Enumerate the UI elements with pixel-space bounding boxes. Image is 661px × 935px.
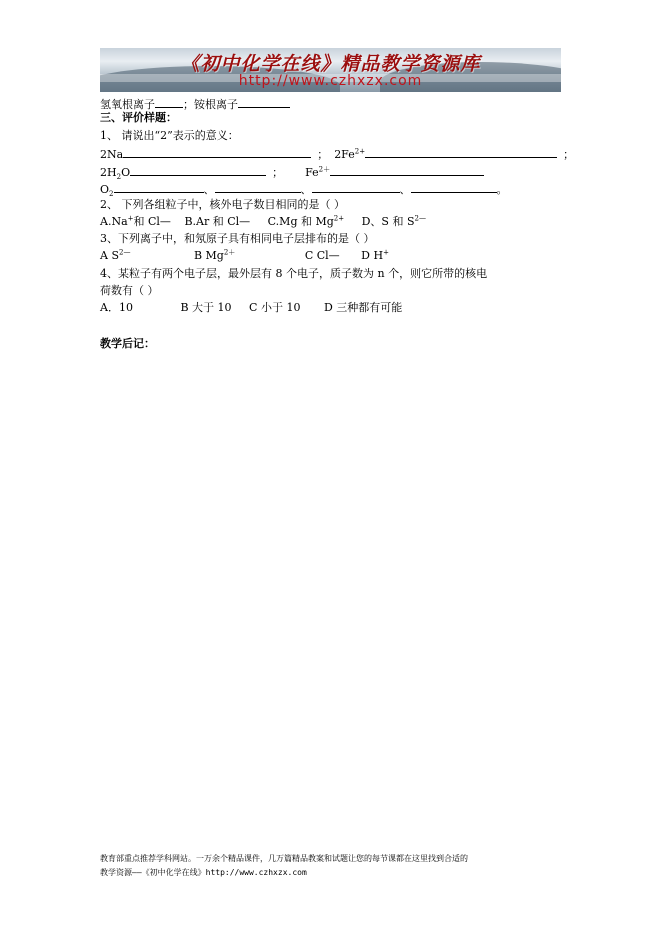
q4-option-b: B 大于 10 [180, 301, 232, 314]
formula-fe2plus: Fe [305, 166, 319, 179]
banner-title: 《初中化学在线》精品教学资源库 [180, 53, 481, 75]
footer-line-2: 教学资源——《初中化学在线》http://www.czhxzx.com [100, 868, 307, 877]
formula-2h2o: 2H [100, 166, 117, 179]
q4-option-a: A．10 [100, 301, 133, 314]
formula-2fe: 2Fe [334, 148, 355, 161]
question-3: 3、下列离子中，和氖原子具有相同电子层排布的是（ ） [100, 232, 375, 245]
teaching-postscript-heading: 教学后记： [100, 337, 155, 350]
blank-2na [123, 146, 311, 158]
hydroxide-label: 氢氧根离子 [100, 98, 155, 111]
q4-options [100, 301, 402, 315]
q3-option-a: A $S^{2—}$ [100, 248, 131, 262]
q3-option-d: D H+ [361, 248, 389, 262]
footer-line-1: 教育部重点推荐学科网站。一万余个精品课件，几万篇精品教案和试题让您的每节课都在这里找到合适的 [100, 854, 468, 863]
formula-o2: O [100, 183, 110, 196]
formula-2na: 2Na [100, 148, 124, 161]
banner-url[interactable]: http://www.czhxzx.com [238, 73, 423, 89]
q1-row-3: $O_2$ 、 、 、 。 [100, 183, 508, 199]
q4-option-c: C 小于 10 [249, 301, 301, 314]
blank-o2-1 [114, 181, 204, 193]
blank-fe2plus [330, 164, 484, 176]
question-1: 1、 请说出“2”表示的意义： [100, 129, 239, 142]
blank-o2-2 [215, 181, 301, 193]
question-2: 2、 下列各组粒子中，核外电子数目相同的是（ ） [100, 198, 345, 211]
blank-o2-4 [411, 181, 497, 193]
q1-row-2: $2H_2O$ ； $Fe^{2+}$ [100, 164, 484, 180]
q1-row-1: 2Na ； $2Fe^{2+}$ ； [100, 147, 575, 161]
section-heading: 三、评价样题： [100, 111, 177, 124]
q2-option-d: D、S 和 $S^{2—}$ [361, 214, 426, 228]
ammonium-label: ；铵根离子 [183, 98, 238, 111]
ion-names-line [100, 96, 290, 112]
q3-options [100, 249, 389, 263]
question-4-line-2: 荷数有（ ） [100, 284, 159, 297]
q2-option-a: A.Na+和 Cl— [100, 214, 171, 228]
q3-option-b: B $Mg^{2+}$ [193, 248, 236, 262]
blank-2h2o [130, 164, 266, 176]
q2-option-b: B.Ar 和 Cl— [184, 215, 251, 228]
ammonium-blank [238, 96, 290, 108]
q3-option-c: C Cl— [304, 249, 340, 262]
blank-2fe [365, 146, 557, 158]
blank-o2-3 [312, 181, 400, 193]
q4-option-d: D 三种都有可能 [323, 301, 403, 314]
hydroxide-blank [155, 96, 183, 108]
header-banner [100, 48, 561, 92]
question-4-line-1: 4、某粒子有两个电子层，最外层有 8 个电子，质子数为 n 个，则它所带的核电 [100, 267, 488, 280]
q2-options [100, 215, 426, 229]
q2-option-c: C.Mg 和 $Mg^{2+}$ [267, 214, 345, 228]
